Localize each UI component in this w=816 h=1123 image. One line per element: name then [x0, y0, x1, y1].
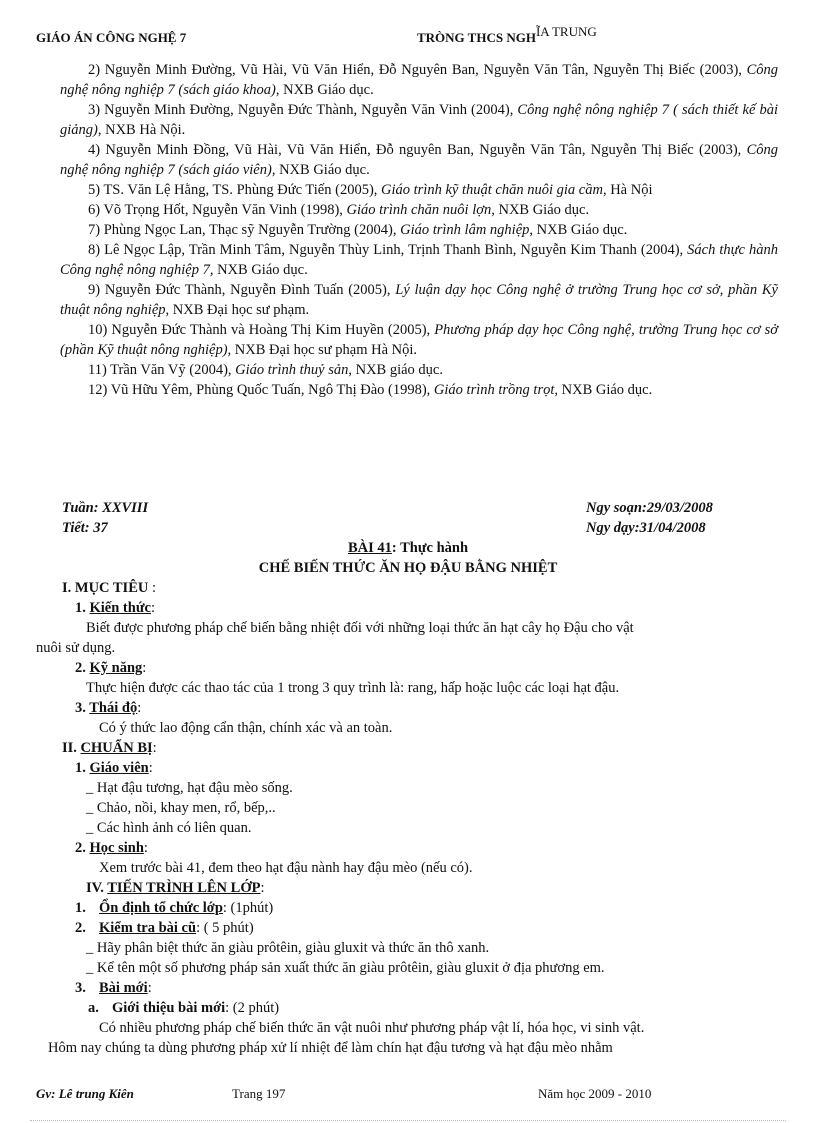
student-colon: :: [143, 840, 148, 856]
teacher-item: _ Hạt đậu tương, hạt đậu mèo sống.: [86, 780, 293, 796]
reference-title: Giáo trình kỹ thuật chăn nuôi gia cầm: [381, 182, 603, 198]
teacher-item: _ Chảo, nồi, khay men, rổ, bếp,..: [86, 800, 276, 816]
lesson-heading: [0, 540, 816, 557]
reference-title: Giáo trình thuỷ sản: [235, 362, 349, 378]
reference-item: [60, 240, 778, 280]
period-label: Tiết: 37: [62, 520, 108, 536]
reference-item: [60, 280, 778, 320]
reference-authors: 4) Nguyễn Minh Đồng, Vũ Hài, Vũ Văn Hiển, Đỗ nguyên Ban, Nguyễn Văn Tân, Nguyễn Thị Biếc (2003),: [88, 142, 747, 158]
review-time: : ( 5 phút): [196, 920, 254, 936]
preparation-num: II.: [62, 740, 81, 756]
attitude-text: Có ý thức lao động cẩn thận, chính xác và an toàn.: [99, 720, 393, 736]
reference-publisher: NXB Đại học sư phạm Hà Nội.: [231, 342, 418, 358]
class-order-num: 1.: [75, 900, 86, 916]
student-heading: [75, 840, 148, 857]
reference-item: [60, 100, 778, 140]
class-order-item: [75, 900, 273, 917]
review-item: [75, 920, 254, 937]
teacher-num: 1.: [75, 760, 90, 776]
header-school: [417, 24, 597, 46]
knowledge-text-2: nuôi sử dụng.: [36, 640, 116, 656]
student-label: Học sinh: [89, 840, 144, 856]
attitude-label: Thái độ: [89, 700, 138, 716]
attitude-colon: :: [137, 700, 142, 716]
reference-title: Giáo trình chăn nuôi lợn,: [346, 202, 495, 218]
reference-item: [60, 380, 778, 400]
header-school-main: TRÒNG THCS NGH: [417, 30, 536, 45]
new-lesson-num: 3.: [75, 980, 86, 996]
reference-authors: 12) Vũ Hữu Yêm, Phùng Quốc Tuấn, Ngô Thị Đào (1998),: [88, 382, 434, 398]
reference-title: Giáo trình lâm nghiệp: [400, 222, 530, 238]
procedure-num: IV.: [86, 880, 108, 896]
reference-item: [60, 60, 778, 100]
class-order-label: Ổn định tổ chức lớp: [99, 900, 223, 916]
reference-publisher: NXB Giáo dục.: [494, 202, 590, 218]
reference-item: [60, 140, 778, 180]
reference-authors: 6) Võ Trọng Hốt, Nguyễn Văn Vinh (1998),: [88, 202, 347, 218]
reference-item: [60, 180, 778, 200]
review-label: Kiểm tra bài cũ: [99, 920, 197, 936]
reference-title: Giáo trình trồng trọt,: [433, 382, 558, 398]
reference-title: Phương pháp dạy học Công nghệ, trường Trung học cơ sở (phần Kỹ thuật nông nghiệp),: [60, 322, 779, 358]
review-num: 2.: [75, 920, 86, 936]
reference-publisher: , NXB Giáo dục.: [271, 162, 370, 178]
intro-time: : (2 phút): [225, 1000, 280, 1016]
reference-authors: 5) TS. Văn Lệ Hằng, TS. Phùng Đức Tiến (2005),: [88, 182, 382, 198]
section-procedure: [86, 880, 265, 897]
header-left: GIÁO ÁN CÔNG NGHỆ 7: [36, 30, 187, 45]
review-question: _ Kể tên một số phương pháp sản xuất thức ăn giàu prôtêin, giàu gluxit ở địa phương em.: [86, 960, 605, 976]
reference-publisher: NXB Giáo dục.: [558, 382, 653, 398]
skills-colon: :: [142, 660, 147, 676]
teacher-heading: [75, 760, 153, 777]
intro-num: a.: [88, 1000, 99, 1016]
prep-date: Ngy soạn:29/03/2008: [586, 500, 713, 516]
teacher-colon: :: [148, 760, 153, 776]
footer-page: Trang 197: [232, 1086, 286, 1101]
lesson-number: BÀI 41: [347, 540, 392, 556]
reference-publisher: , NXB Giáo dục.: [275, 82, 374, 98]
attitude-num: 3.: [75, 700, 90, 716]
new-lesson-item: [75, 980, 152, 997]
reference-authors: 10) Nguyễn Đức Thành và Hoàng Thị Kim Huyền (2005),: [88, 322, 435, 338]
reference-authors: 9) Nguyễn Đức Thành, Nguyễn Đình Tuấn (2005),: [88, 282, 396, 298]
new-lesson-colon: :: [147, 980, 152, 996]
knowledge-num: 1.: [75, 600, 90, 616]
knowledge-colon: :: [150, 600, 155, 616]
reference-title: Sách thực hành Công nghệ nông nghiệp 7,: [60, 242, 779, 278]
reference-item: [60, 320, 778, 360]
reference-publisher: , NXB Hà Nội.: [97, 122, 186, 138]
footer-teacher: Gv: Lê trung Kiên: [36, 1086, 134, 1101]
reference-item: [60, 200, 778, 220]
lesson-type: : Thực hành: [391, 540, 469, 556]
reference-item: [60, 360, 778, 380]
skills-text: Thực hiện được các thao tác của 1 trong 3 quy trình là: rang, hấp hoặc luộc các loại hạt đậu.: [86, 680, 620, 696]
reference-authors: 7) Phùng Ngọc Lan, Thạc sỹ Nguyễn Trường (2004),: [88, 222, 401, 238]
footer-divider: [30, 1120, 786, 1121]
knowledge-label: Kiến thức: [89, 600, 151, 616]
skills-label: Kỹ năng: [89, 660, 143, 676]
reference-authors: 8) Lê Ngọc Lập, Trần Minh Tâm, Nguyễn Thùy Linh, Trịnh Thanh Bình, Nguyễn Kim Thanh (2004),: [88, 242, 688, 258]
reference-publisher: , Hà Nội: [602, 182, 653, 198]
student-text: Xem trước bài 41, đem theo hạt đậu nành hay đậu mèo (nếu có).: [99, 860, 473, 876]
objectives-title: I. MỤC TIÊU: [62, 580, 149, 596]
skills-num: 2.: [75, 660, 90, 676]
objectives-colon: :: [148, 580, 156, 596]
knowledge-heading: [75, 600, 155, 617]
reference-authors: 3) Nguyễn Minh Đường, Nguyễn Đức Thành, Nguyễn Văn Vinh (2004),: [88, 102, 518, 118]
reference-authors: 2) Nguyễn Minh Đường, Vũ Hài, Vũ Văn Hiển, Đỗ Nguyên Ban, Nguyễn Văn Tân, Nguyễn Thị Biếc (2003),: [88, 62, 747, 78]
reference-item: [60, 220, 778, 240]
teach-date: Ngy dạy:31/04/2008: [586, 520, 706, 536]
student-num: 2.: [75, 840, 90, 856]
intro-label: Giới thiệu bài mới: [112, 1000, 226, 1016]
preparation-title: CHUẨN BỊ: [80, 740, 153, 756]
teacher-label: Giáo viên: [89, 760, 149, 776]
reference-authors: 11) Trần Văn Vỹ (2004),: [88, 362, 236, 378]
reference-publisher: NXB Giáo dục.: [213, 262, 308, 278]
reference-title: Công nghệ nông nghiệp 7 (sách giáo khoa): [60, 62, 778, 98]
reference-title: Lý luận dạy học Công nghệ ở trường Trung học cơ sở, phần Kỹ thuật nông nghiệp: [60, 282, 778, 318]
attitude-heading: [75, 700, 141, 717]
intro-item: [88, 1000, 279, 1017]
review-question: _ Hãy phân biệt thức ăn giàu prôtêin, giàu gluxit và thức ăn thô xanh.: [86, 940, 490, 956]
class-order-time: : (1phút): [222, 900, 274, 916]
new-lesson-label: Bài mới: [99, 980, 148, 996]
section-preparation: [62, 740, 157, 757]
reference-publisher: , NXB giáo dục.: [348, 362, 443, 378]
footer-year: Năm học 2009 - 2010: [538, 1086, 652, 1101]
week-label: Tuần: XXVIII: [62, 500, 149, 516]
header-school-sup: ĨA TRUNG: [535, 24, 597, 39]
procedure-title: TIẾN TRÌNH LÊN LỚP: [107, 880, 261, 896]
lesson-title: CHẾ BIẾN THỨC ĂN HỌ ĐẬU BẰNG NHIỆT: [258, 560, 558, 576]
skills-heading: [75, 660, 146, 677]
reference-title: Công nghệ nông nghiệp 7 ( sách thiết kế bài giảng): [60, 102, 778, 138]
intro-text-2: Hôm nay chúng ta dùng phương pháp xử lí nhiệt để làm chín hạt đậu tương và hạt đậu mèo nhằm: [48, 1040, 613, 1056]
intro-text-1: Có nhiều phương pháp chế biến thức ăn vật nuôi như phương pháp vật lí, hóa học, vi sinh vật.: [99, 1020, 645, 1036]
reference-publisher: , NXB Giáo dục.: [529, 222, 628, 238]
knowledge-text-1: Biết được phương pháp chế biến bằng nhiệt đối với những loại thức ăn hạt cây họ Đậu cho vật: [86, 620, 634, 636]
teacher-item: _ Các hình ảnh có liên quan.: [86, 820, 252, 836]
procedure-colon: :: [260, 880, 265, 896]
preparation-colon: :: [152, 740, 157, 756]
section-objectives: [62, 580, 156, 597]
reference-list: [60, 60, 778, 400]
reference-publisher: , NXB Đại học sư phạm.: [165, 302, 310, 318]
reference-title: Công nghệ nông nghiệp 7 (sách giáo viên): [60, 142, 778, 178]
